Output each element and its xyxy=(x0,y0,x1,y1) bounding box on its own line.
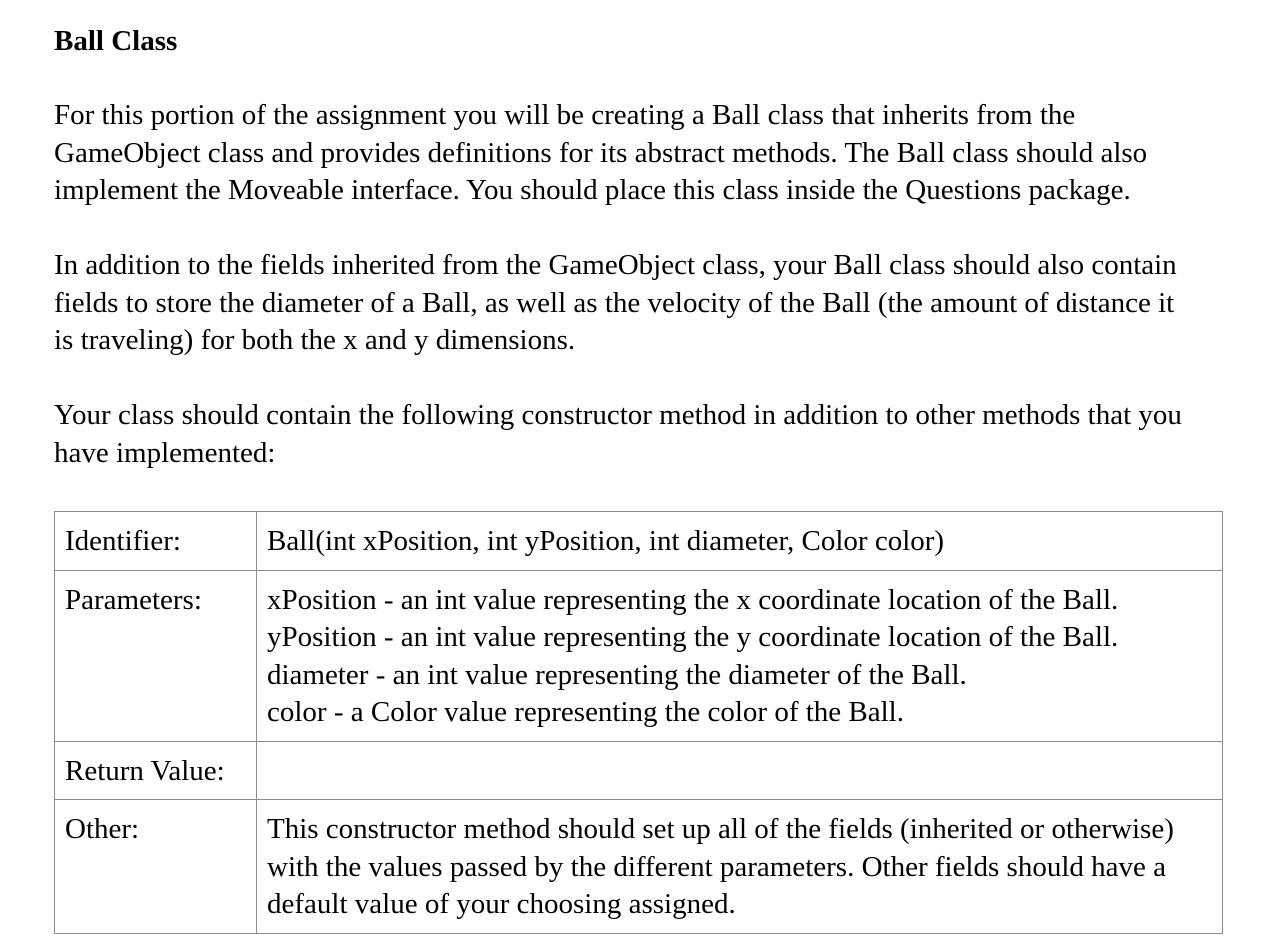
paragraph-line: fields to store the diameter of a Ball, as well as the velocity of the Ball (the amount of distance it xyxy=(54,286,1175,319)
table-row-return-value xyxy=(55,741,1223,800)
paragraph-line: GameObject class and provides definitions for its abstract methods. The Ball class should also xyxy=(54,136,1148,169)
parameter-line: color - a Color value representing the color of the Ball. xyxy=(267,696,904,728)
other-line: This constructor method should set up all of the fields (inherited or otherwise) xyxy=(267,813,1174,845)
paragraph-line: Your class should contain the following constructor method in addition to other methods that you xyxy=(54,399,1182,431)
parameter-line: xPosition - an int value representing the x coordinate location of the Ball. xyxy=(267,583,1119,616)
other-value xyxy=(257,800,1223,934)
paragraph-line: For this portion of the assignment you will be creating a Ball class that inherits from the xyxy=(54,99,1076,131)
paragraph-line: In addition to the fields inherited from the GameObject class, your Ball class should also contain xyxy=(54,249,1177,281)
parameters-label: Parameters: xyxy=(55,570,257,741)
parameters-value xyxy=(257,570,1223,741)
constructor-spec-table xyxy=(54,511,1223,934)
other-label: Other: xyxy=(55,800,257,934)
identifier-value: Ball(int xPosition, int yPosition, int diameter, Color color) xyxy=(257,512,1223,571)
paragraph-line: is traveling) for both the x and y dimensions. xyxy=(54,324,576,356)
other-line: with the values passed by the different parameters. Other fields should have a xyxy=(267,850,1166,883)
return-value-value xyxy=(257,741,1223,800)
table-row-identifier xyxy=(55,512,1223,571)
fields-paragraph xyxy=(54,247,1224,360)
other-line: default value of your choosing assigned. xyxy=(267,888,736,920)
constructor-paragraph xyxy=(54,397,1224,472)
section-title: Ball Class xyxy=(54,25,178,57)
identifier-label: Identifier: xyxy=(55,512,257,571)
intro-paragraph xyxy=(54,97,1224,210)
paragraph-line: implement the Moveable interface. You should place this class inside the Questions package. xyxy=(54,174,1131,206)
return-value-label: Return Value: xyxy=(55,741,257,800)
paragraph-line: have implemented: xyxy=(54,436,276,469)
table-row-other xyxy=(55,800,1223,934)
parameter-line: diameter - an int value representing the diameter of the Ball. xyxy=(267,658,967,691)
parameter-line: yPosition - an int value representing the y coordinate location of the Ball. xyxy=(267,621,1119,653)
table-row-parameters xyxy=(55,570,1223,741)
